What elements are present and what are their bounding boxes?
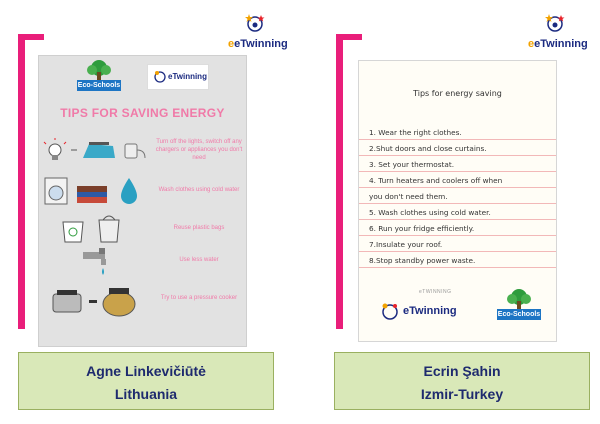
star-icon xyxy=(152,69,168,85)
eco-schools-logo xyxy=(77,60,121,94)
tip-row-cooker xyxy=(39,280,246,320)
tip-item: 4. Turn heaters and coolers off when xyxy=(369,176,503,185)
author-country: Izmir-Turkey xyxy=(420,386,504,402)
etwinning-poster-logo xyxy=(379,299,469,323)
ruled-line xyxy=(359,171,556,172)
pink-bracket-vertical xyxy=(336,34,343,329)
etwinning-poster-logo xyxy=(147,64,209,90)
poster-footer-text: eTWINNING xyxy=(419,289,452,295)
tip-row-washing xyxy=(39,174,246,214)
etwinning-poster-label: eTwinning xyxy=(403,305,457,317)
etwinning-logo xyxy=(228,12,288,52)
lightbulb-iron-charger-icon xyxy=(43,138,151,166)
washing-machine-clothes-drop-icon xyxy=(43,174,151,208)
etwinning-label: eTwinning xyxy=(534,38,588,50)
tree-icon xyxy=(505,289,533,309)
ruled-line xyxy=(359,155,556,156)
etwinning-poster-label: eTwinning xyxy=(168,72,207,81)
tip-item: 1. Wear the right clothes. xyxy=(369,128,462,137)
author-country: Lithuania xyxy=(114,386,178,402)
poster-title: Tips for energy saving xyxy=(413,89,502,98)
ruled-line xyxy=(359,251,556,252)
ruled-line xyxy=(359,267,556,268)
pink-bracket-tip xyxy=(328,30,368,50)
etwinning-stars-icon xyxy=(542,12,568,34)
notebook-lines xyxy=(359,125,556,275)
author-name: Ecrin Şahin xyxy=(423,363,501,379)
etwinning-stars-icon xyxy=(242,12,268,34)
tip-item: 7.Insulate your roof. xyxy=(369,240,443,249)
etwinning-logo xyxy=(528,12,588,52)
eco-schools-label: Eco-Schools xyxy=(77,82,121,89)
author-name: Agne Linkevičiūtė xyxy=(86,363,206,379)
tip-row-lights xyxy=(39,134,246,174)
ruled-line xyxy=(359,139,556,140)
ruled-line xyxy=(359,235,556,236)
right-panel xyxy=(300,0,600,424)
water-tap-icon xyxy=(79,246,119,280)
tip-item: 3. Set your thermostat. xyxy=(369,160,455,169)
tip-item: you don't need them. xyxy=(369,192,448,201)
tip-text: Reuse plastic bags xyxy=(173,225,225,231)
pink-bracket-vertical xyxy=(18,34,25,329)
caption-left xyxy=(18,352,274,410)
eco-schools-label: Eco-Schools xyxy=(497,311,541,318)
tip-item: 2.Shut doors and close curtains. xyxy=(369,144,487,153)
tip-text: Turn off the lights, switch off any chargers or appliances you don't need xyxy=(155,139,243,161)
tip-item: 6. Run your fridge efficiently. xyxy=(369,224,475,233)
eco-schools-logo xyxy=(497,289,541,323)
ruled-line xyxy=(359,203,556,204)
pink-bracket-tip xyxy=(10,30,50,50)
caption-right xyxy=(334,352,590,410)
tree-icon xyxy=(85,60,113,80)
tip-text: Use less water xyxy=(179,257,219,263)
pressure-cooker-icon xyxy=(49,282,149,318)
tip-text: Try to use a pressure cooker xyxy=(160,295,238,301)
ruled-line xyxy=(359,219,556,220)
poster-title: TIPS FOR SAVING ENERGY xyxy=(60,106,225,120)
star-icon xyxy=(379,301,401,321)
tip-item: 5. Wash clothes using cold water. xyxy=(369,208,491,217)
energy-poster-left xyxy=(38,55,247,347)
ruled-line xyxy=(359,187,556,188)
energy-poster-right xyxy=(358,60,557,342)
etwinning-label: eTwinning xyxy=(234,38,288,50)
tip-text: Wash clothes using cold water xyxy=(158,187,240,193)
plastic-bag-icon xyxy=(59,212,129,244)
tip-item: 8.Stop standby power waste. xyxy=(369,256,476,265)
etwinning-wordmark: eeTwinning xyxy=(528,38,588,50)
etwinning-wordmark: eeTwinning xyxy=(228,38,288,50)
